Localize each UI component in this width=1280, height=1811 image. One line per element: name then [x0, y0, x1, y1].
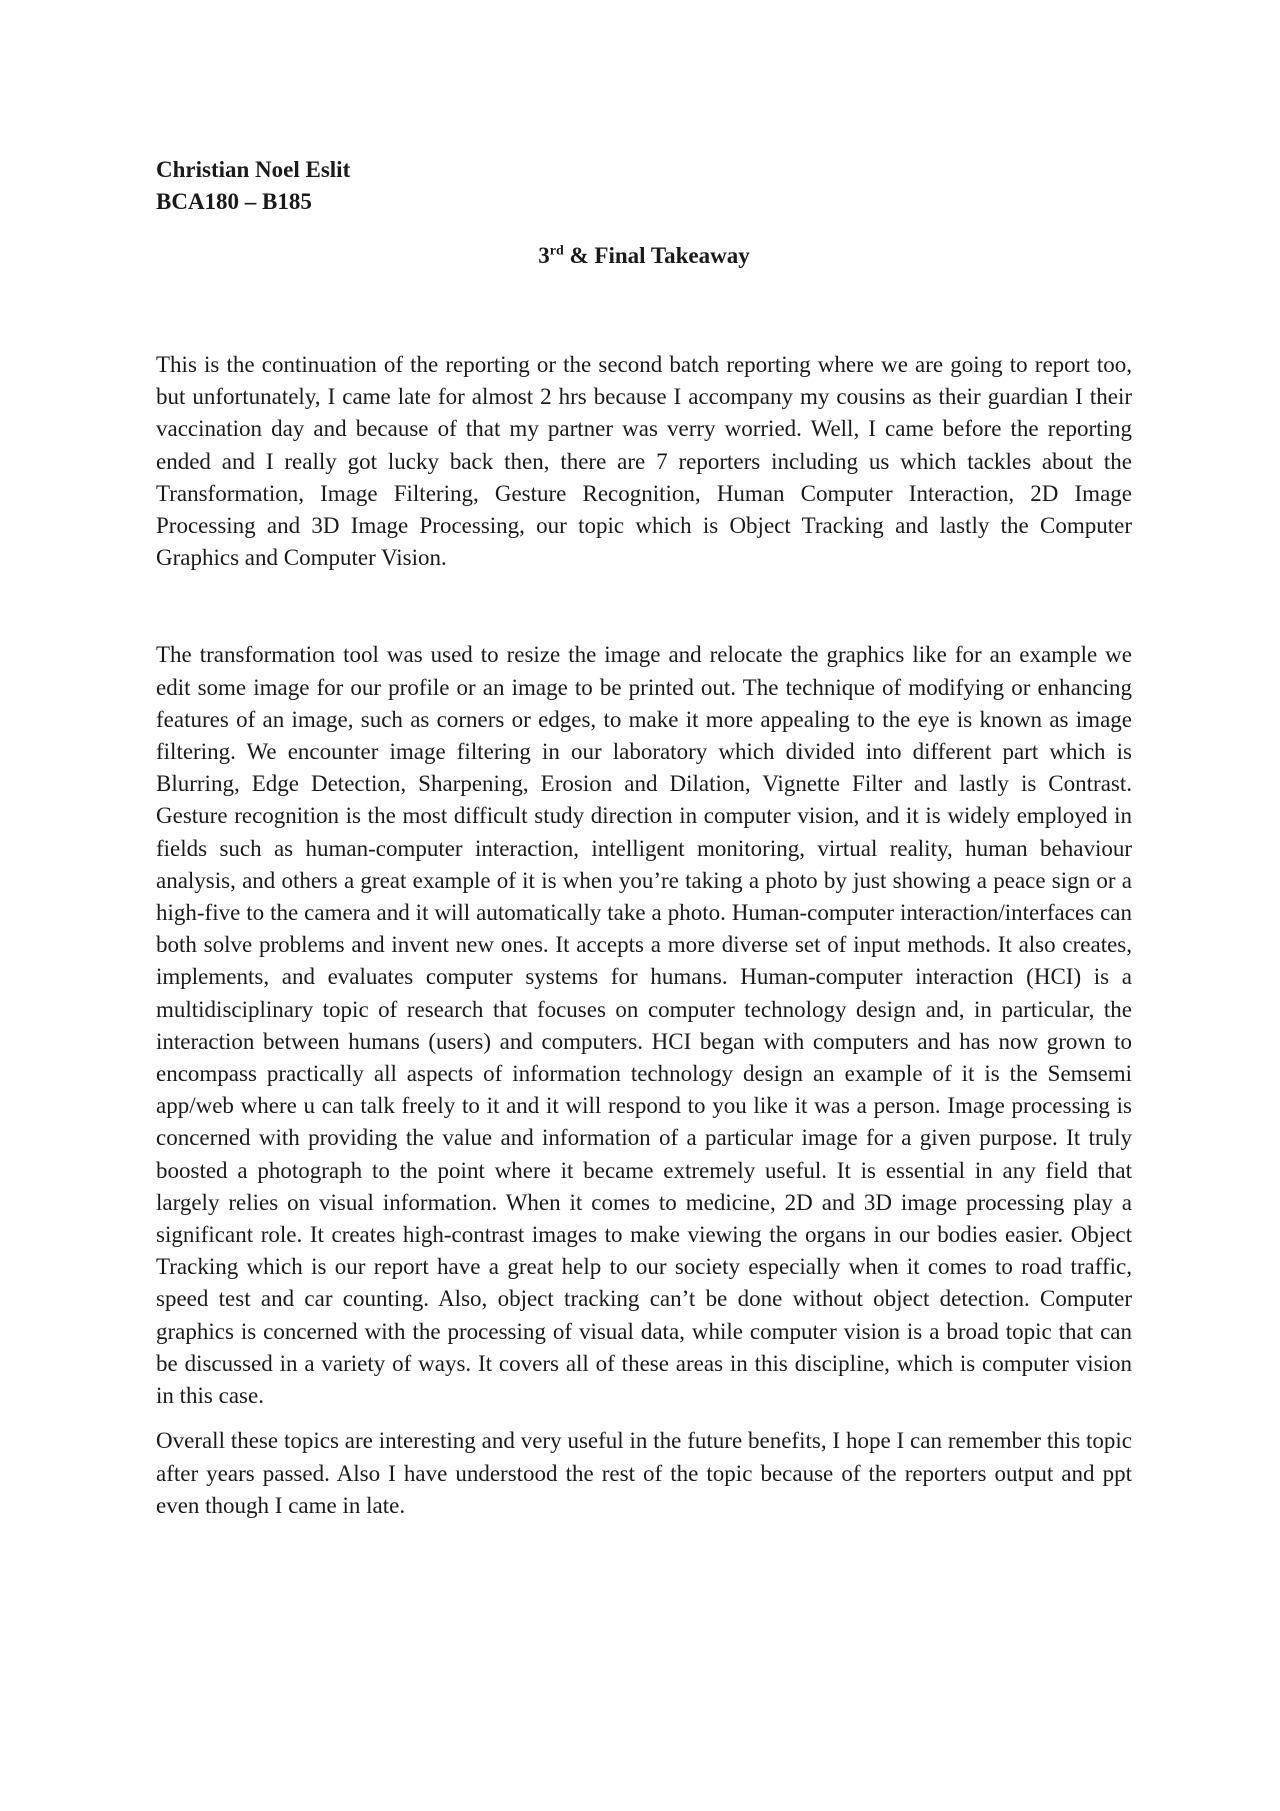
course-code: BCA180 – B185 — [156, 189, 312, 214]
paragraph-intro: This is the continuation of the reporting or the second batch reporting where we are going to report too, but unfortunately, I came late for almost 2 hrs because I accompany my cousins as their guardian I their vaccination day and because of that my partner was verry worried. Well, I came before the reporting ended and I really got lucky back then, there are 7 reporters including us which tackles about the Transformation, Image Filtering, Gesture Recognition, Human Computer Interaction, 2D Image Processing and 3D Image Processing, our topic which is Object Tracking and lastly the Computer Graphics and Computer Vision. — [156, 352, 1132, 571]
document-page — [156, 154, 1132, 1522]
paragraph-topics: The transformation tool was used to resize the image and relocate the graphics like for an example we edit some image for our profile or an image to be printed out. The technique of modifying or enhancing features of an image, such as corners or edges, to make it more appealing to the eye is known as image filtering. We encounter image filtering in our laboratory which divided into different part which is Blurring, Edge Detection, Sharpening, Erosion and Dilation, Vignette Filter and lastly is Contrast. Gesture recognition is the most difficult study direction in computer vision, and it is widely employed in fields such as human-computer interaction, intelligent monitoring, virtual reality, human behaviour analysis, and others a great example of it is when you’re taking a photo by just showing a peace sign or a high-five to the camera and it will automatically take a photo. Human-computer interaction/interfaces can both solve problems and invent new ones. It accepts a more diverse set of input methods. It also creates, implements, and evaluates computer systems for humans. Human-computer interaction (HCI) is a multidisciplinary topic of research that focuses on computer technology design and, in particular, the interaction between humans (users) and computers. HCI began with computers and has now grown to encompass practically all aspects of information technology design an example of it is the Semsemi app/web where u can talk freely to it and it will respond to you like it was a person. Image processing is concerned with providing the value and information of a particular image for a given purpose. It truly boosted a photograph to the point where it became extremely useful. It is essential in any field that largely relies on visual information. When it comes to medicine, 2D and 3D image processing play a significant role. It creates high-contrast images to make viewing the organs in our bodies easier. Object Tracking which is our report have a great help to our society especially when it comes to road traffic, speed test and car counting. Also, object tracking can’t be done without object detection. Computer graphics is concerned with the processing of visual data, while computer vision is a broad topic that can be discussed in a variety of ways. It covers all of these areas in this discipline, which is computer vision in this case. — [156, 642, 1132, 1409]
paragraph-conclusion: Overall these topics are interesting and very useful in the future benefits, I hope I can remember this topic after years passed. Also I have understood the rest of the topic because of the reporters output and ppt even though I came in late. — [156, 1428, 1132, 1518]
title-ordinal: 3 — [538, 243, 550, 268]
title-ordinal-suffix: rd — [549, 243, 564, 259]
document-title — [156, 240, 1132, 272]
author-name: Christian Noel Eslit — [156, 157, 351, 182]
title-text: & Final Takeaway — [563, 243, 750, 268]
